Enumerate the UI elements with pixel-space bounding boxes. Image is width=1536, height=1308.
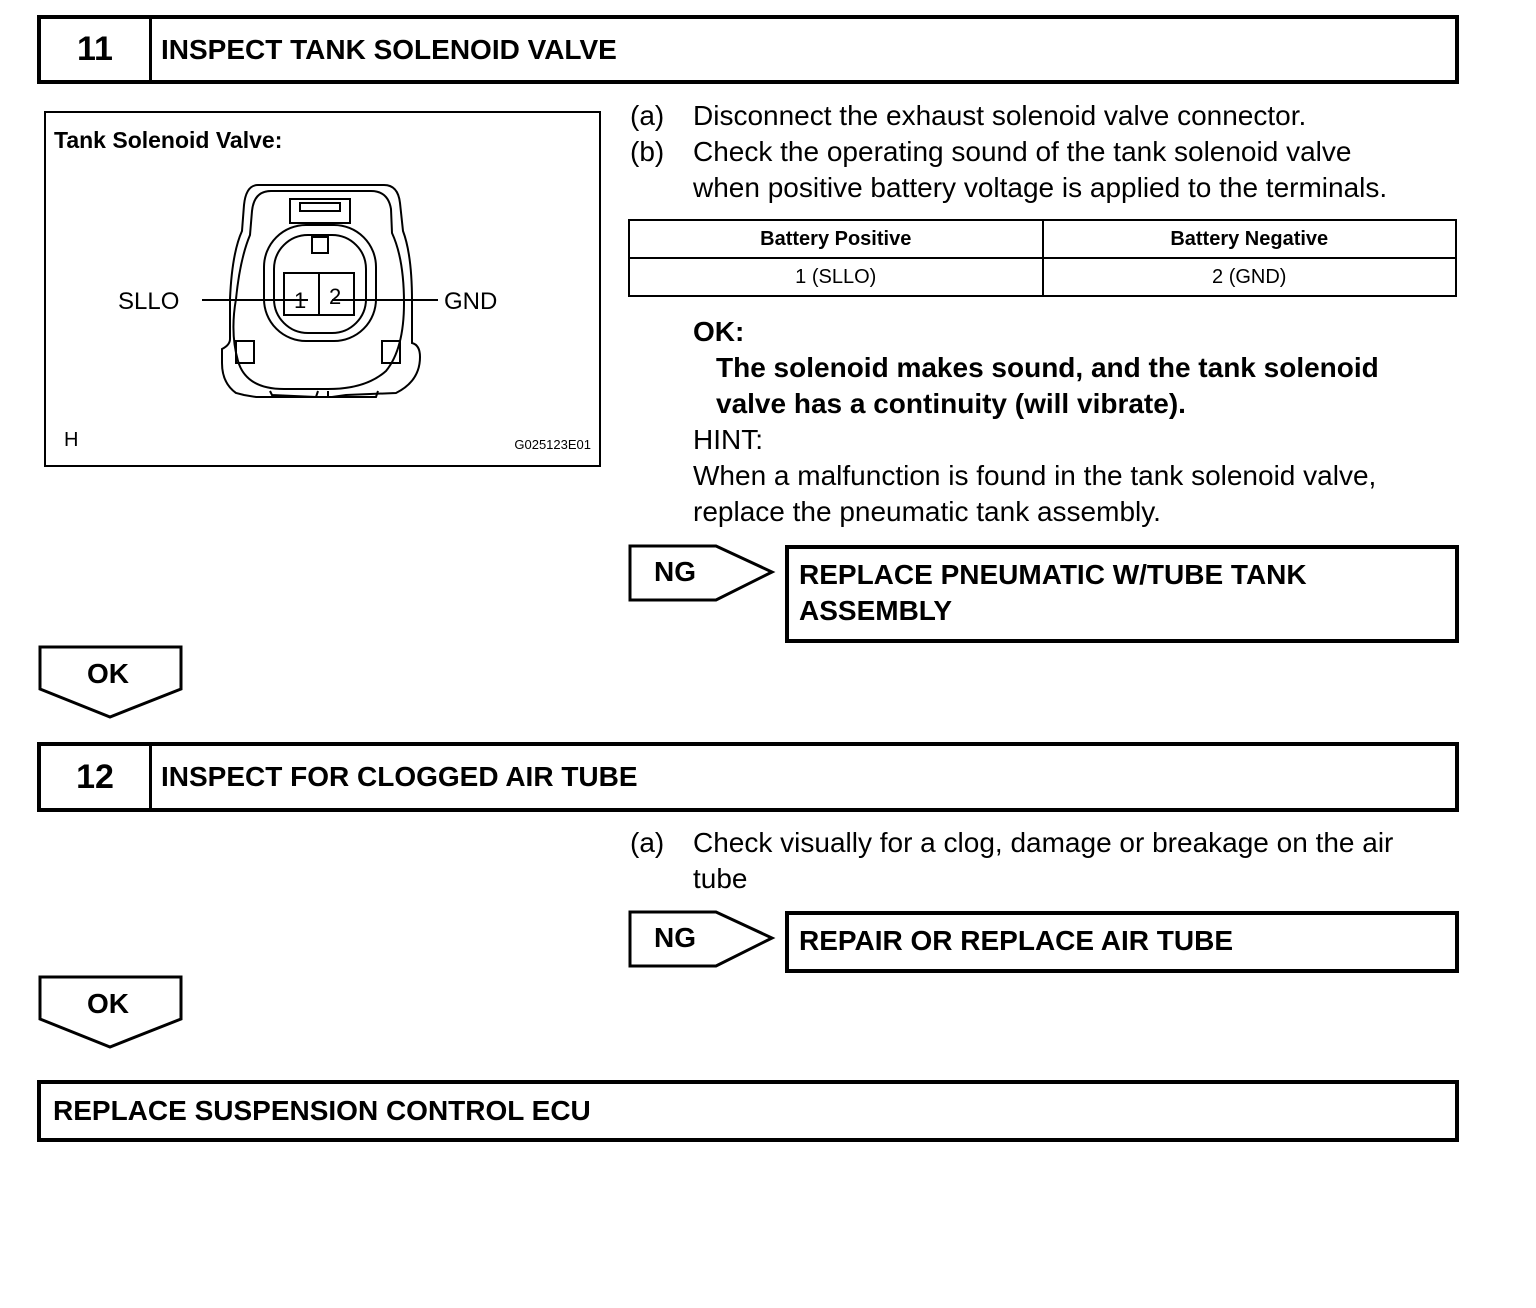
step-11-title: INSPECT TANK SOLENOID VALVE [161,33,617,65]
ok-label-2: OK [87,988,129,1019]
figure-corner-mark: H [64,429,79,451]
ng-arrow-1 [628,544,778,604]
key-tab [312,237,328,253]
table-cell: 2 (GND) [1043,258,1457,296]
ng-label-2: NG [654,922,696,953]
table-header-row [629,220,1456,258]
ng-action-1-line-1: REPLACE PNEUMATIC W/TUBE TANK [799,559,1307,590]
instruction-b-label: (b) [630,136,665,167]
table-header: Battery Positive [629,220,1043,258]
step-12-instruction [630,825,1470,897]
table-row [629,258,1456,296]
hint-heading: HINT: [693,424,763,455]
step-12-instruction-line-1: Check visually for a clog, damage or breakage on the air [693,827,1394,858]
table-header: Battery Negative [1043,220,1457,258]
instruction-b-text-2: when positive battery voltage is applied to the terminals. [693,172,1388,203]
pin-1-label: 1 [294,288,307,313]
step-12-instruction-line-2: tube [693,863,748,894]
instruction-a-label: (a) [630,100,665,131]
ok-criteria-line-2: valve has a continuity (will vibrate). [716,388,1186,419]
ok-label-1: OK [87,658,129,689]
final-action-text: REPLACE SUSPENSION CONTROL ECU [53,1095,591,1126]
step-12-number: 12 [41,746,152,808]
ng-action-box-1 [785,545,1459,643]
bottom-tab-left [270,391,318,397]
ng-label-1: NG [654,556,696,587]
ng-action-2: REPAIR OR REPLACE AIR TUBE [799,925,1234,956]
ok-criteria-line-1: The solenoid makes sound, and the tank solenoid [716,352,1379,383]
pin-2-label: 2 [329,284,342,309]
gnd-label: GND [444,288,498,315]
instruction-b [630,134,1470,206]
hint-line-1: When a malfunction is found in the tank solenoid valve, [693,460,1377,491]
voltage-table [628,219,1457,297]
step-11-number: 11 [41,19,152,80]
table-cell: 1 (SLLO) [629,258,1043,296]
step-11-header [37,15,1459,84]
ng-action-1-line-2: ASSEMBLY [799,595,953,626]
side-ear-left [236,341,254,363]
step-12-title: INSPECT FOR CLOGGED AIR TUBE [161,761,638,792]
step-12-instruction-label: (a) [630,827,665,858]
instruction-a-text: Disconnect the exhaust solenoid valve connector. [693,100,1307,131]
figure-code: G025123E01 [514,437,591,452]
step-12-header [37,742,1459,812]
ng-action-box-2 [785,911,1459,973]
figure-title: Tank Solenoid Valve: [54,127,283,153]
sllo-label: SLLO [118,288,180,315]
connector-figure [44,111,601,467]
instruction-b-text: Check the operating sound of the tank solenoid valve [693,136,1352,167]
ng-arrow-2 [628,910,778,970]
hint-line-2: replace the pneumatic tank assembly. [693,496,1161,527]
latch-inner [300,203,340,211]
instruction-a [630,98,1470,134]
connector-drawing [46,113,599,465]
ok-heading: OK: [693,316,745,347]
final-action-box [37,1080,1459,1142]
